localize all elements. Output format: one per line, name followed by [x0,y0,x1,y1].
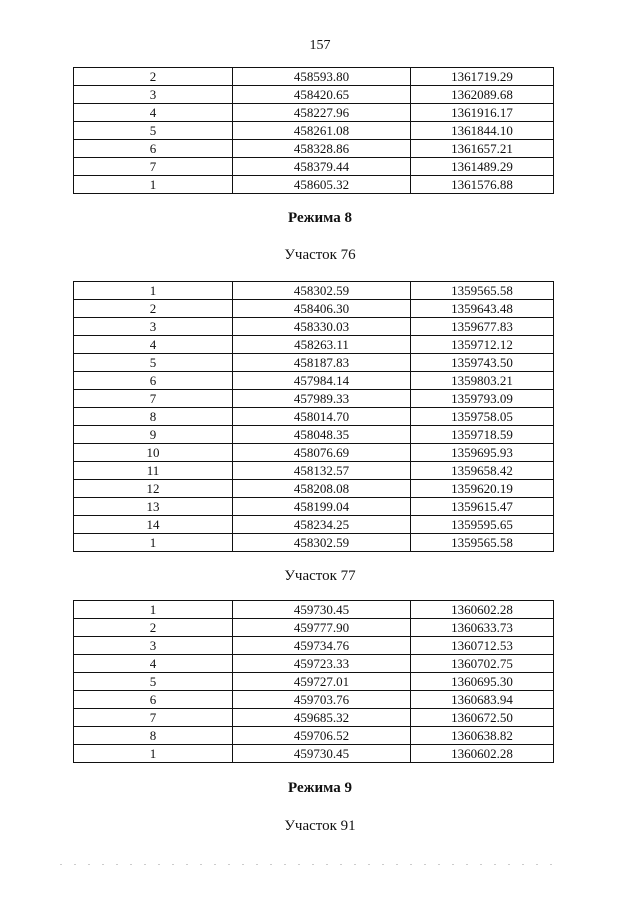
point-number-cell: 6 [74,691,233,709]
x-coordinate-cell: 458014.70 [233,408,411,426]
coordinates-table-77 [73,600,554,763]
y-coordinate-cell: 1359793.09 [411,390,554,408]
point-number-cell: 1 [74,176,233,194]
section-76-heading: Участок 76 [284,247,356,263]
x-coordinate-cell: 458132.57 [233,462,411,480]
point-number-cell: 6 [74,140,233,158]
table-row [74,104,554,122]
y-coordinate-cell: 1361916.17 [411,104,554,122]
table-row [74,444,554,462]
table-row [74,727,554,745]
section-77-heading: Участок 77 [284,568,356,584]
x-coordinate-cell: 459706.52 [233,727,411,745]
table-row [74,282,554,300]
table-row [74,516,554,534]
x-coordinate-cell: 458227.96 [233,104,411,122]
table-row [74,745,554,763]
y-coordinate-cell: 1359643.48 [411,300,554,318]
x-coordinate-cell: 459777.90 [233,619,411,637]
table-row [74,709,554,727]
point-number-cell: 12 [74,480,233,498]
table-row [74,619,554,637]
table-row [74,68,554,86]
point-number-cell: 13 [74,498,233,516]
table-row [74,673,554,691]
table-row [74,158,554,176]
x-coordinate-cell: 457984.14 [233,372,411,390]
x-coordinate-cell: 458199.04 [233,498,411,516]
x-coordinate-cell: 459703.76 [233,691,411,709]
y-coordinate-cell: 1359803.21 [411,372,554,390]
x-coordinate-cell: 458261.08 [233,122,411,140]
table-row [74,176,554,194]
table-row [74,534,554,552]
table-row [74,372,554,390]
x-coordinate-cell: 458330.03 [233,318,411,336]
table-row [74,480,554,498]
y-coordinate-cell: 1360702.75 [411,655,554,673]
y-coordinate-cell: 1361719.29 [411,68,554,86]
point-number-cell: 3 [74,86,233,104]
table-row [74,300,554,318]
table-row [74,408,554,426]
coordinates-table-top [73,67,554,194]
point-number-cell: 5 [74,354,233,372]
y-coordinate-cell: 1361844.10 [411,122,554,140]
table-row [74,336,554,354]
table-row [74,86,554,104]
x-coordinate-cell: 459734.76 [233,637,411,655]
point-number-cell: 8 [74,727,233,745]
section-91-heading: Участок 91 [284,818,356,834]
y-coordinate-cell: 1359565.58 [411,282,554,300]
table-row [74,426,554,444]
point-number-cell: 1 [74,282,233,300]
coordinates-table-76 [73,281,554,552]
point-number-cell: 5 [74,122,233,140]
point-number-cell: 3 [74,637,233,655]
point-number-cell: 2 [74,300,233,318]
scan-noise-divider [60,864,560,865]
y-coordinate-cell: 1360712.53 [411,637,554,655]
x-coordinate-cell: 458605.32 [233,176,411,194]
x-coordinate-cell: 458328.86 [233,140,411,158]
table-row [74,498,554,516]
y-coordinate-cell: 1359743.50 [411,354,554,372]
point-number-cell: 5 [74,673,233,691]
point-number-cell: 9 [74,426,233,444]
table-row [74,318,554,336]
y-coordinate-cell: 1359718.59 [411,426,554,444]
point-number-cell: 4 [74,655,233,673]
x-coordinate-cell: 459727.01 [233,673,411,691]
table-row [74,655,554,673]
point-number-cell: 4 [74,104,233,122]
y-coordinate-cell: 1360602.28 [411,745,554,763]
y-coordinate-cell: 1360602.28 [411,601,554,619]
point-number-cell: 2 [74,68,233,86]
y-coordinate-cell: 1360683.94 [411,691,554,709]
table-row [74,691,554,709]
y-coordinate-cell: 1362089.68 [411,86,554,104]
point-number-cell: 1 [74,745,233,763]
y-coordinate-cell: 1361576.88 [411,176,554,194]
y-coordinate-cell: 1361489.29 [411,158,554,176]
y-coordinate-cell: 1359695.93 [411,444,554,462]
point-number-cell: 10 [74,444,233,462]
x-coordinate-cell: 458076.69 [233,444,411,462]
point-number-cell: 7 [74,709,233,727]
x-coordinate-cell: 458302.59 [233,282,411,300]
x-coordinate-cell: 458379.44 [233,158,411,176]
x-coordinate-cell: 458420.65 [233,86,411,104]
x-coordinate-cell: 459730.45 [233,745,411,763]
y-coordinate-cell: 1359712.12 [411,336,554,354]
point-number-cell: 2 [74,619,233,637]
table-row [74,462,554,480]
y-coordinate-cell: 1359620.19 [411,480,554,498]
point-number-cell: 11 [74,462,233,480]
table-row [74,637,554,655]
x-coordinate-cell: 458234.25 [233,516,411,534]
y-coordinate-cell: 1359615.47 [411,498,554,516]
y-coordinate-cell: 1359677.83 [411,318,554,336]
x-coordinate-cell: 458187.83 [233,354,411,372]
point-number-cell: 1 [74,534,233,552]
x-coordinate-cell: 459723.33 [233,655,411,673]
y-coordinate-cell: 1359658.42 [411,462,554,480]
y-coordinate-cell: 1359565.58 [411,534,554,552]
y-coordinate-cell: 1361657.21 [411,140,554,158]
y-coordinate-cell: 1360638.82 [411,727,554,745]
x-coordinate-cell: 458263.11 [233,336,411,354]
table-row [74,122,554,140]
x-coordinate-cell: 458302.59 [233,534,411,552]
y-coordinate-cell: 1359758.05 [411,408,554,426]
y-coordinate-cell: 1360633.73 [411,619,554,637]
point-number-cell: 3 [74,318,233,336]
table-row [74,601,554,619]
y-coordinate-cell: 1360672.50 [411,709,554,727]
page-number: 157 [309,38,331,53]
x-coordinate-cell: 459730.45 [233,601,411,619]
x-coordinate-cell: 458208.08 [233,480,411,498]
point-number-cell: 6 [74,372,233,390]
y-coordinate-cell: 1360695.30 [411,673,554,691]
point-number-cell: 8 [74,408,233,426]
point-number-cell: 7 [74,158,233,176]
y-coordinate-cell: 1359595.65 [411,516,554,534]
mode-8-heading: Режима 8 [287,210,352,226]
table-row [74,390,554,408]
table-row [74,354,554,372]
point-number-cell: 1 [74,601,233,619]
point-number-cell: 14 [74,516,233,534]
x-coordinate-cell: 458406.30 [233,300,411,318]
table-row [74,140,554,158]
x-coordinate-cell: 458048.35 [233,426,411,444]
point-number-cell: 4 [74,336,233,354]
x-coordinate-cell: 459685.32 [233,709,411,727]
point-number-cell: 7 [74,390,233,408]
x-coordinate-cell: 458593.80 [233,68,411,86]
mode-9-heading: Режима 9 [287,780,352,796]
x-coordinate-cell: 457989.33 [233,390,411,408]
